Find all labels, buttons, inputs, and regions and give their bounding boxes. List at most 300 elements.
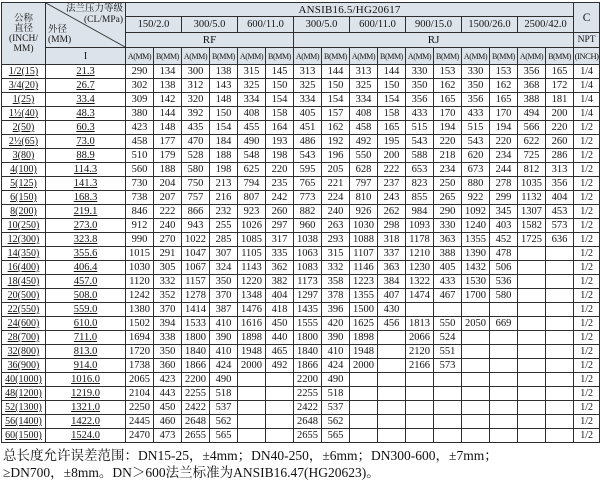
- dimension-value: [378, 429, 406, 443]
- outer-diameter-value[interactable]: 406.4: [46, 261, 126, 275]
- dimension-value: 1120: [126, 275, 154, 289]
- row-label-link[interactable]: 1½(40): [2, 107, 46, 121]
- pressure-grade-title: 法兰压力等级: [65, 4, 123, 14]
- outer-diameter-value[interactable]: 457.0: [46, 275, 126, 289]
- dimension-value: 350: [462, 79, 490, 93]
- a-dim-header: A(MM): [518, 48, 546, 65]
- dimension-value: 757: [182, 191, 210, 205]
- dimension-value: 580: [182, 163, 210, 177]
- dimension-value: [238, 387, 266, 401]
- dimension-value: [546, 275, 574, 289]
- a-dim-header: A(MM): [350, 48, 378, 65]
- pressure-class-header: 600/11.0: [350, 17, 406, 33]
- dimension-value: 424: [210, 359, 238, 373]
- dimension-value: 330: [406, 65, 434, 79]
- dimension-value: 330: [434, 219, 462, 233]
- dimension-value: 198: [210, 163, 238, 177]
- npt-size-value: 1/2: [574, 191, 600, 205]
- dimension-value: [434, 415, 462, 429]
- dimension-value: 260: [266, 205, 294, 219]
- dimension-value: 2255: [294, 387, 322, 401]
- outer-diameter-value[interactable]: 1422.0: [46, 415, 126, 429]
- dimension-value: 524: [434, 331, 462, 345]
- table-row: [2, 149, 600, 163]
- dimension-value: 150: [210, 107, 238, 121]
- row-label-link[interactable]: 32(800): [2, 345, 46, 359]
- dimension-value: 943: [182, 219, 210, 233]
- dimension-value: 153: [434, 65, 462, 79]
- dimension-value: 317: [266, 233, 294, 247]
- dimension-value: 356: [462, 93, 490, 107]
- dimension-value: [462, 415, 490, 429]
- outer-diameter-value[interactable]: 355.6: [46, 247, 126, 261]
- dimension-value: 255: [210, 219, 238, 233]
- outer-diameter-value[interactable]: 1219.0: [46, 387, 126, 401]
- pressure-grade-label: [66, 4, 123, 25]
- dimension-value: 1093: [406, 219, 434, 233]
- npt-size-value: 1/2: [574, 135, 600, 149]
- dimension-value: 330: [462, 65, 490, 79]
- dimension-value: 218: [434, 149, 462, 163]
- outer-diameter-value[interactable]: 813.0: [46, 345, 126, 359]
- dimension-value: 384: [378, 275, 406, 289]
- dimension-value: 362: [266, 261, 294, 275]
- dimension-value: [546, 247, 574, 261]
- outer-diameter-value[interactable]: 141.3: [46, 177, 126, 191]
- dimension-value: [546, 345, 574, 359]
- npt-size-value: 1/2: [574, 177, 600, 191]
- npt-size-value: 1/4: [574, 79, 600, 93]
- dimension-value: 1178: [406, 233, 434, 247]
- dimension-value: 510: [126, 149, 154, 163]
- dimension-value: 1800: [294, 331, 322, 345]
- table-row: [2, 317, 600, 331]
- dimension-value: 1476: [238, 303, 266, 317]
- dimension-value: 548: [238, 149, 266, 163]
- dimension-value: 926: [350, 205, 378, 219]
- row-label-link[interactable]: 2(50): [2, 121, 46, 135]
- dimension-value: [518, 345, 546, 359]
- dimension-value: 1230: [406, 261, 434, 275]
- dimension-value: 1015: [126, 247, 154, 261]
- dimension-value: 405: [294, 107, 322, 121]
- outer-diameter-value[interactable]: 48.3: [46, 107, 126, 121]
- dimension-value: 224: [322, 191, 350, 205]
- dimension-value: 154: [378, 93, 406, 107]
- dimension-value: 866: [182, 205, 210, 219]
- row-label-link[interactable]: 36(900): [2, 359, 46, 373]
- row-label-link[interactable]: 14(350): [2, 247, 46, 261]
- dimension-value: 1026: [238, 219, 266, 233]
- outer-diameter-value[interactable]: 610.0: [46, 317, 126, 331]
- npt-size-value: 1/2: [574, 121, 600, 135]
- dimension-value: 560: [126, 163, 154, 177]
- dimension-value: 1738: [126, 359, 154, 373]
- row-label-link[interactable]: 22(550): [2, 303, 46, 317]
- a-dim-header: A(MM): [238, 48, 266, 65]
- dimension-value: [546, 317, 574, 331]
- outer-diameter-value[interactable]: 219.1: [46, 205, 126, 219]
- dimension-value: 220: [490, 135, 518, 149]
- dimension-value: 1220: [238, 275, 266, 289]
- dimension-value: 492: [266, 359, 294, 373]
- row-label-link[interactable]: 24(600): [2, 317, 46, 331]
- dimension-value: 1035: [518, 177, 546, 191]
- outer-diameter-title: 外径: [48, 24, 68, 35]
- dimension-value: 204: [154, 177, 182, 191]
- npt-size-value: 1/2: [574, 163, 600, 177]
- dimension-value: 478: [490, 247, 518, 261]
- dimension-value: 138: [154, 79, 182, 93]
- dimension-value: 177: [154, 135, 182, 149]
- dimension-value: 195: [378, 135, 406, 149]
- dimension-value: 1582: [518, 219, 546, 233]
- b-dim-header: B(MM): [210, 48, 238, 65]
- dimension-value: 855: [406, 191, 434, 205]
- row-label-link[interactable]: 1/2(15): [2, 65, 46, 79]
- pressure-class-header: 900/15.0: [406, 17, 462, 33]
- dimension-value: [462, 373, 490, 387]
- dimension-value: 408: [350, 107, 378, 121]
- row-label-link[interactable]: 16(400): [2, 261, 46, 275]
- dimension-value: [546, 401, 574, 415]
- table-row: [2, 359, 600, 373]
- outer-diameter-value[interactable]: 914.0: [46, 359, 126, 373]
- dimension-value: 392: [182, 107, 210, 121]
- dimension-value: 515: [406, 121, 434, 135]
- dimension-value: 410: [210, 317, 238, 331]
- dimension-value: 158: [378, 107, 406, 121]
- dimension-value: 456: [378, 317, 406, 331]
- dimension-value: [238, 373, 266, 387]
- npt-size-value: 1/2: [574, 261, 600, 275]
- row-label-link[interactable]: 18(450): [2, 275, 46, 289]
- dimension-value: 144: [154, 107, 182, 121]
- dimension-value: 625: [238, 163, 266, 177]
- dimension-value: 2166: [406, 359, 434, 373]
- dimension-value: 565: [322, 429, 350, 443]
- dimension-value: 334: [238, 93, 266, 107]
- dimension-value: 325: [238, 79, 266, 93]
- dimension-value: 313: [294, 65, 322, 79]
- dimension-value: [490, 345, 518, 359]
- dimension-value: 243: [378, 191, 406, 205]
- dimension-value: 222: [154, 205, 182, 219]
- dimension-value: 1242: [126, 289, 154, 303]
- row-label-link[interactable]: 5(125): [2, 177, 46, 191]
- dimension-value: [434, 373, 462, 387]
- dimension-value: [238, 429, 266, 443]
- b-dim-header: B(MM): [378, 48, 406, 65]
- dimension-value: 312: [182, 79, 210, 93]
- dimension-value: 455: [238, 121, 266, 135]
- dimension-value: 423: [126, 121, 154, 135]
- row-label-link[interactable]: 48(1200): [2, 387, 46, 401]
- dimension-value: [518, 317, 546, 331]
- dimension-value: 433: [462, 107, 490, 121]
- row-label-link[interactable]: 12(300): [2, 233, 46, 247]
- dimension-value: 653: [406, 163, 434, 177]
- dimension-value: 285: [210, 233, 238, 247]
- dimension-value: [378, 401, 406, 415]
- dimension-value: 1502: [126, 317, 154, 331]
- dimension-value: 394: [154, 317, 182, 331]
- dimension-value: 250: [434, 177, 462, 191]
- dimension-value: [518, 331, 546, 345]
- dimension-value: 334: [294, 93, 322, 107]
- dimension-value: 165: [434, 93, 462, 107]
- dimension-value: 460: [154, 415, 182, 429]
- dimension-value: 566: [518, 121, 546, 135]
- outer-diameter-value[interactable]: 33.4: [46, 93, 126, 107]
- row-label-link[interactable]: 3(80): [2, 149, 46, 163]
- table-row: [2, 401, 600, 415]
- dimension-value: [434, 303, 462, 317]
- dimension-value: 1083: [294, 261, 322, 275]
- dimension-value: [350, 429, 378, 443]
- npt-unit-header: (INCH): [574, 48, 600, 65]
- dimension-value: 388: [518, 93, 546, 107]
- outer-diameter-value[interactable]: 73.0: [46, 135, 126, 149]
- dimension-value: 2648: [182, 415, 210, 429]
- outer-diameter-value[interactable]: 1321.0: [46, 401, 126, 415]
- dimension-value: 2655: [294, 429, 322, 443]
- dimension-value: 518: [210, 387, 238, 401]
- pressure-class-header: 300/5.0: [182, 17, 238, 33]
- row-label-link[interactable]: 6(150): [2, 191, 46, 205]
- dimension-value: 473: [154, 429, 182, 443]
- dimension-value: [434, 401, 462, 415]
- dimension-value: 404: [546, 191, 574, 205]
- dimension-value: 157: [322, 107, 350, 121]
- dimension-value: 380: [126, 107, 154, 121]
- dimension-value: 2422: [182, 401, 210, 415]
- dimension-value: 234: [490, 149, 518, 163]
- b-dim-header: B(MM): [266, 48, 294, 65]
- flange-dimension-table: [1, 2, 600, 443]
- dimension-value: 184: [210, 135, 238, 149]
- outer-diameter-value[interactable]: 26.7: [46, 79, 126, 93]
- table-row: [2, 331, 600, 345]
- dimension-value: 536: [490, 275, 518, 289]
- dimension-value: 1500: [350, 303, 378, 317]
- dimension-value: 356: [546, 177, 574, 191]
- dimension-value: 237: [378, 177, 406, 191]
- table-row: [2, 79, 600, 93]
- dimension-value: [546, 289, 574, 303]
- dimension-value: 960: [294, 219, 322, 233]
- dimension-value: 1866: [182, 359, 210, 373]
- dimension-value: 332: [154, 275, 182, 289]
- dimension-value: [518, 429, 546, 443]
- dimension-value: 188: [154, 163, 182, 177]
- row-label-link[interactable]: 52(1300): [2, 401, 46, 415]
- dimension-value: 2120: [406, 345, 434, 359]
- row-label-link[interactable]: 4(100): [2, 163, 46, 177]
- dimension-value: 2065: [126, 373, 154, 387]
- dimension-value: 550: [434, 317, 462, 331]
- dimension-value: [490, 373, 518, 387]
- dimension-value: 313: [350, 65, 378, 79]
- row-label-link[interactable]: 20(500): [2, 289, 46, 303]
- dimension-value: 148: [154, 121, 182, 135]
- dimension-value: [518, 359, 546, 373]
- dimension-value: 810: [350, 191, 378, 205]
- pressure-grade-unit: (CL/MPa): [83, 14, 123, 25]
- row-label-link[interactable]: 60(1500): [2, 429, 46, 443]
- dimension-value: 1625: [350, 317, 378, 331]
- table-body: [2, 65, 600, 443]
- dimension-value: 1278: [182, 289, 210, 303]
- dimension-value: [350, 387, 378, 401]
- nominal-diameter-header: [2, 3, 46, 65]
- outer-diameter-value[interactable]: 323.8: [46, 233, 126, 247]
- b-dim-header: B(MM): [490, 48, 518, 65]
- dimension-value: 543: [462, 135, 490, 149]
- dimension-value: 424: [322, 359, 350, 373]
- a-dim-header: A(MM): [294, 48, 322, 65]
- dimension-value: 192: [322, 135, 350, 149]
- dimension-value: 515: [462, 121, 490, 135]
- dimension-value: [546, 415, 574, 429]
- dimension-value: 543: [406, 135, 434, 149]
- dimension-value: 738: [126, 191, 154, 205]
- dimension-value: 194: [490, 121, 518, 135]
- dimension-value: 1432: [462, 261, 490, 275]
- dimension-value: 1240: [462, 219, 490, 233]
- dimension-value: [546, 303, 574, 317]
- dimension-value: 368: [518, 79, 546, 93]
- table-row: [2, 387, 600, 401]
- dimension-value: [490, 387, 518, 401]
- dimension-value: 433: [406, 107, 434, 121]
- dimension-value: 170: [490, 107, 518, 121]
- dimension-value: 550: [350, 149, 378, 163]
- pressure-class-header: 1500/26.0: [462, 17, 518, 33]
- dimension-value: 290: [434, 205, 462, 219]
- dimension-value: 360: [154, 359, 182, 373]
- dimension-value: 506: [490, 261, 518, 275]
- outer-diameter-value[interactable]: 88.9: [46, 149, 126, 163]
- dimension-value: 240: [154, 219, 182, 233]
- dimension-value: 490: [210, 373, 238, 387]
- outer-diameter-value[interactable]: 114.3: [46, 163, 126, 177]
- dimension-value: 1720: [126, 345, 154, 359]
- dimension-value: 490: [238, 135, 266, 149]
- dimension-value: 1898: [238, 331, 266, 345]
- dimension-value: 370: [210, 289, 238, 303]
- dimension-value: 181: [546, 93, 574, 107]
- outer-diameter-value[interactable]: 1524.0: [46, 429, 126, 443]
- dimension-value: 410: [210, 345, 238, 359]
- dimension-value: 153: [490, 65, 518, 79]
- dimension-value: 573: [546, 219, 574, 233]
- row-label-link[interactable]: 1(25): [2, 93, 46, 107]
- dimension-value: 2250: [126, 401, 154, 415]
- outer-diameter-value[interactable]: 711.0: [46, 331, 126, 345]
- dimension-value: 165: [546, 65, 574, 79]
- dimension-value: 325: [294, 79, 322, 93]
- diagonal-cell-box: [46, 3, 125, 47]
- dimension-value: 318: [378, 233, 406, 247]
- dimension-value: [518, 261, 546, 275]
- dimension-value: 260: [546, 135, 574, 149]
- outer-diameter-value[interactable]: 559.0: [46, 303, 126, 317]
- dimension-value: 636: [546, 233, 574, 247]
- dimension-value: [266, 387, 294, 401]
- dimension-value: [518, 289, 546, 303]
- dimension-value: 846: [126, 205, 154, 219]
- dimension-value: [378, 387, 406, 401]
- dimension-value: 1047: [182, 247, 210, 261]
- dimension-value: 2104: [126, 387, 154, 401]
- dimension-value: 492: [350, 135, 378, 149]
- dimension-value: 396: [322, 303, 350, 317]
- row-label-link[interactable]: 8(200): [2, 205, 46, 219]
- dimension-value: 562: [210, 415, 238, 429]
- nominal-diameter-header-line: 直径: [13, 23, 33, 34]
- dimension-value: [462, 401, 490, 415]
- dimension-value: [490, 331, 518, 345]
- dimension-value: 378: [322, 289, 350, 303]
- dimension-value: [266, 373, 294, 387]
- row-label-link[interactable]: 40(1000): [2, 373, 46, 387]
- dimension-value: [406, 373, 434, 387]
- dimension-value: [462, 303, 490, 317]
- dimension-value: [546, 373, 574, 387]
- dimension-value: 807: [238, 191, 266, 205]
- dimension-value: 1355: [462, 233, 490, 247]
- dimension-value: 145: [266, 65, 294, 79]
- dimension-value: 148: [210, 93, 238, 107]
- npt-size-value: 1/2: [574, 275, 600, 289]
- dimension-value: 990: [126, 233, 154, 247]
- dimension-value: [518, 373, 546, 387]
- row-label-link[interactable]: 2½(65): [2, 135, 46, 149]
- dimension-value: [546, 261, 574, 275]
- outer-diameter-value[interactable]: 1016.0: [46, 373, 126, 387]
- dimension-value: 1414: [182, 303, 210, 317]
- dimension-value: 452: [490, 233, 518, 247]
- outer-diameter-value[interactable]: 273.0: [46, 219, 126, 233]
- table-row: [2, 163, 600, 177]
- dimension-value: 232: [210, 205, 238, 219]
- dimension-value: 465: [266, 345, 294, 359]
- row-label-link[interactable]: 3/4(20): [2, 79, 46, 93]
- dimension-value: 144: [378, 65, 406, 79]
- dimension-value: 923: [238, 205, 266, 219]
- outer-diameter-value[interactable]: 60.3: [46, 121, 126, 135]
- dimension-value: [462, 429, 490, 443]
- dimension-value: 580: [490, 289, 518, 303]
- dimension-value: 309: [126, 93, 154, 107]
- dimension-value: 467: [434, 289, 462, 303]
- outer-diameter-value[interactable]: 168.3: [46, 191, 126, 205]
- outer-diameter-value[interactable]: 21.3: [46, 65, 126, 79]
- dimension-value: [406, 401, 434, 415]
- standard-code-header: ANSIB16.5/HG20617: [126, 3, 574, 17]
- dimension-value: 1157: [182, 275, 210, 289]
- dimension-value: 299: [490, 191, 518, 205]
- dimension-value: 220: [266, 163, 294, 177]
- npt-size-value: 1/2: [574, 359, 600, 373]
- row-label-link[interactable]: 28(700): [2, 331, 46, 345]
- dimension-value: 880: [462, 177, 490, 191]
- row-label-link[interactable]: 10(250): [2, 219, 46, 233]
- outer-diameter-value[interactable]: 508.0: [46, 289, 126, 303]
- dimension-value: 144: [322, 65, 350, 79]
- row-label-link[interactable]: 56(1400): [2, 415, 46, 429]
